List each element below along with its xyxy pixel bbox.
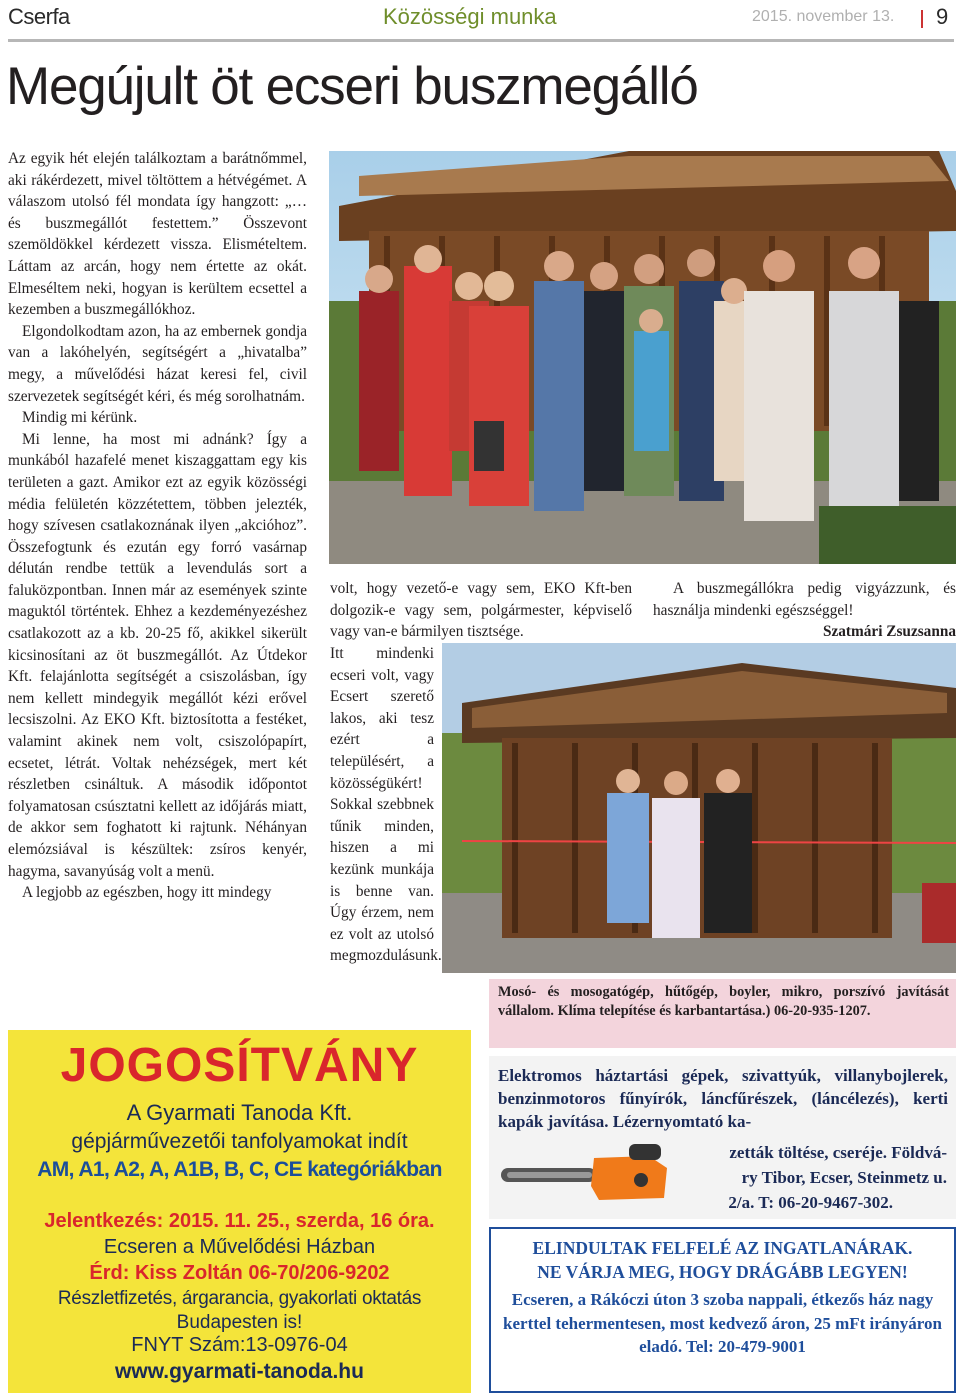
paragraph: Mi lenne, ha most mi adnánk? Így a munkából hazafelé menet kiszaggattam egy kis területen a gazt. Amikor ezt az egyik közösségi média felületén közzétettem, többen jelezték, hogy szívesen csatlakoznának ilyen „akcióhoz”. Összefogtunk és ezután egy forró vasárnap délután rendbe tettük a levendulás sort a faluközpontban. Innen már az események szinte maguktól történtek. Ehhez a kezdeményezéshez csatlakozott az a kb. 20-25 fő, akikkel sikerült kicsinosítani az öt buszmegállót. Az Útdekor Kft. felajánlotta segítségét a csiszolásban, így nem kellett mindegyik megállót kézi erővel lecsiszolni. Az EKO Kft. biztosította a festéket, valamint akinek nem volt, csiszolópapírt, ecsetet, létrát. Voltak nehézségek, mert két részletben csináltuk. A második időpontot folyamatosan csúsztatni kellett az időjárás miatt, de akkor sem foghatott ki rajtunk. Néhányan elemózsiával is készültek: zsíros kenyér, hagyma, savanyúság volt a menü. — [8, 430, 307, 880]
ad-extras: Részletfizetés, árgarancia, gyakorlati oktatás — [57, 1288, 422, 1309]
ribbon-photo — [442, 643, 956, 973]
ad-categories: AM, A1, A2, A, A1B, B, C, CE kategóriákban — [37, 1158, 442, 1181]
ad-course: gépjárművezetői tanfolyamokat indít — [71, 1130, 408, 1153]
electric-repair-ad — [489, 1056, 956, 1219]
ad-contact: Érd: Kiss Zoltán 06-70/206-9202 — [89, 1262, 390, 1284]
closing-paragraph: A buszmegállókra pedig vigyázzunk, és használja mindenki egészséggel! — [653, 580, 956, 619]
header-divider — [921, 10, 923, 28]
real-estate-headline: ELINDULTAK FELFELÉ AZ INGATLANÁRAK. NE VÁRJA MEG, HOGY DRÁGÁBB LEGYEN! — [532, 1238, 913, 1282]
publication-name: Cserfa — [8, 4, 70, 29]
group-photo — [329, 151, 956, 564]
article-column-2-narrow: Itt mindenki ecseri volt, vagy Ecsert szerető lakos, aki tesz ezért a településért, a közösségükért! Sokkal szebbnek tűnik minden, hiszen a mi kezünk munkája is benne van. Úgy érzem, nem ez volt az utolsó megmozdulásunk. — [330, 645, 442, 965]
article-column-3 — [653, 578, 956, 643]
article-column-2-top: volt, hogy vezető-e vagy sem, EKO Kft-ben dolgozik-e vagy sem, polgármester, képviselő vagy van-e bármilyen tisztsége. — [330, 580, 632, 641]
ad-url[interactable]: www.gyarmati-tanoda.hu — [115, 1360, 364, 1383]
paragraph: A legjobb az egészben, hogy itt mindegy — [22, 884, 272, 902]
electric-repair-text-3: ry Tibor, Ecser, Steinmetz u. — [741, 1168, 947, 1187]
ad-company: A Gyarmati Tanoda Kft. — [126, 1100, 353, 1125]
electric-repair-text-1: Elektromos háztartási gépek, szivattyúk, villanybojlerek, benzinmotoros fűnyírók, láncfűrészek, (láncélezés), kerti kapák javítása. Lézernyomtató ka- — [498, 1066, 948, 1131]
header-rule — [8, 39, 954, 42]
real-estate-ad — [489, 1227, 956, 1393]
ad-enrol: Jelentkezés: 2015. 11. 25., szerda, 16 óra. — [44, 1210, 435, 1232]
paragraph: Az egyik hét elején találkoztam a barátnőmmel, aki rákérdezett, mivel töltöttem a hétvégémet. A válaszom utolsó fél mondata így hangzott: „… és buszmegállót festettem.” Összevont szemöldökkel kérdezett vissza. Elismételtem. Láttam az arcán, hogy nem értette az okát. Elmeséltem neki, hogyan is kerültem ecsettel a kezemben a buszmegállókhoz. — [8, 150, 307, 319]
paragraph: Mindig mi kérünk. — [22, 409, 138, 427]
ad-city: Budapesten is! — [176, 1312, 303, 1333]
ad-venue: Ecseren a Művelődési Házban — [103, 1236, 376, 1258]
driving-school-ad — [8, 1030, 471, 1393]
author-name: Szatmári Zsuzsanna — [822, 623, 956, 641]
section-title: Közösségi munka — [383, 4, 557, 29]
article-title: Megújult öt ecseri buszmegálló — [6, 57, 698, 116]
paragraph: Elgondolkodtam azon, ha az embernek gondja van a lakóhelyén, segítségért a „hivatalba” megy, a művelődési házat keresi fel, civil szervezetek segítségét kéri, és még sorolhatnám. — [8, 322, 307, 405]
article-column-1 — [8, 148, 307, 904]
real-estate-body: Ecseren, a Rákóczi úton 3 szoba nappali, étkezős ház nagy kerttel tehermentesen, most kedvező áron, 25 mFt irányáron eladó. Tel: 20-479-9001 — [503, 1290, 942, 1356]
chainsaw-icon — [499, 1138, 674, 1208]
appliance-repair-ad — [489, 979, 956, 1048]
issue-date: 2015. november 13. — [752, 8, 895, 25]
electric-repair-text-2: zetták töltése, cseréje. Földvá- — [729, 1143, 947, 1162]
ad-fnyt: FNYT Szám:13-0976-04 — [131, 1334, 348, 1356]
appliance-repair-text: Mosó- és mosogatógép, hűtőgép, boyler, mikro, porszívó javítását vállalom. Klíma telepítése és karbantartása.) 06-20-935-1207. — [498, 984, 949, 1019]
page-number: 9 — [936, 4, 949, 29]
ad-title: JOGOSÍTVÁNY — [60, 1039, 419, 1092]
electric-repair-text-4: 2/a. T: 06-20-9467-302. — [728, 1193, 893, 1212]
